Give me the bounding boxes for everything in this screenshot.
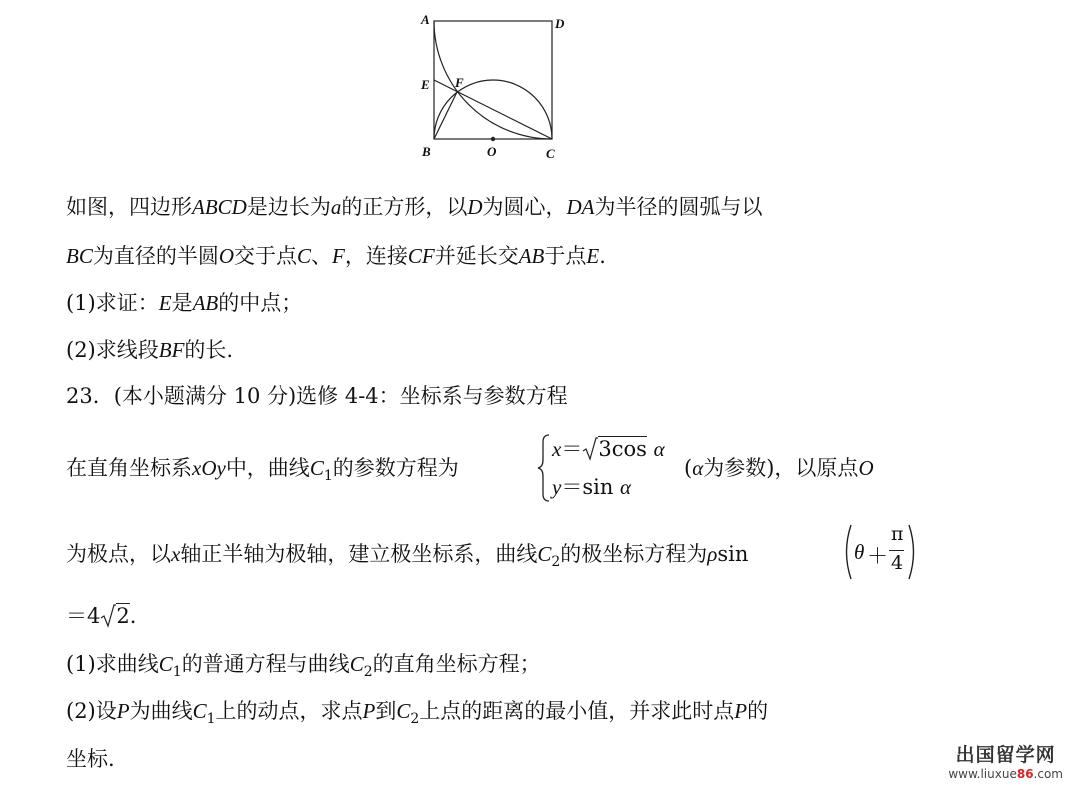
label-f: F bbox=[455, 75, 464, 90]
p23-line3: ＝4 2. bbox=[66, 604, 137, 628]
polar-paren-group: θ ＋ π 4 bbox=[840, 523, 920, 581]
left-brace bbox=[537, 432, 551, 504]
p22-question-2: (2)求线段BF的长. bbox=[66, 338, 234, 362]
geometry-figure bbox=[415, 10, 575, 170]
p23-line1-tail: (α为参数)，以原点O bbox=[684, 456, 874, 480]
p23-question-2: (2)设P为曲线$C_1$上的动点，求点P到$C_2$上点的距离的最小值，并求此时点P的 bbox=[66, 699, 769, 727]
label-c: C bbox=[546, 146, 555, 161]
watermark bbox=[948, 740, 1063, 781]
p23-header: 23．(本小题满分 10 分)选修 4-4：坐标系与参数方程 bbox=[66, 384, 568, 408]
p23-line2: 为极点，以x轴正半轴为极轴，建立极坐标系，曲线$C_2$的极坐标方程为ρsin bbox=[66, 542, 749, 570]
parametric-system: x＝ 3cos α y＝sin α bbox=[537, 432, 687, 504]
watermark-url: www.liuxue86.com bbox=[948, 767, 1063, 781]
label-b: B bbox=[422, 144, 431, 159]
p22-line1: 如图，四边形ABCD是边长为a的正方形，以D为圆心，DA为半径的圆弧与以 bbox=[66, 195, 763, 219]
p23-line1: 在直角坐标系xOy中，曲线$C_1$的参数方程为 bbox=[66, 456, 459, 484]
label-o: O bbox=[487, 144, 497, 159]
watermark-text: 出国留学网 bbox=[955, 744, 1056, 766]
label-d: D bbox=[555, 16, 565, 31]
p22-line2: BC为直径的半圆O交于点C、F，连接CF并延长交AB于点E. bbox=[66, 244, 606, 268]
p23-question-1: (1)求曲线$C_1$的普通方程与曲线$C_2$的直角坐标方程； bbox=[66, 652, 541, 680]
p22-question-1: (1)求证：E是AB的中点； bbox=[66, 291, 303, 315]
label-a: A bbox=[421, 12, 430, 27]
label-e: E bbox=[421, 77, 430, 92]
p23-question-2-continued: 坐标. bbox=[66, 747, 115, 771]
